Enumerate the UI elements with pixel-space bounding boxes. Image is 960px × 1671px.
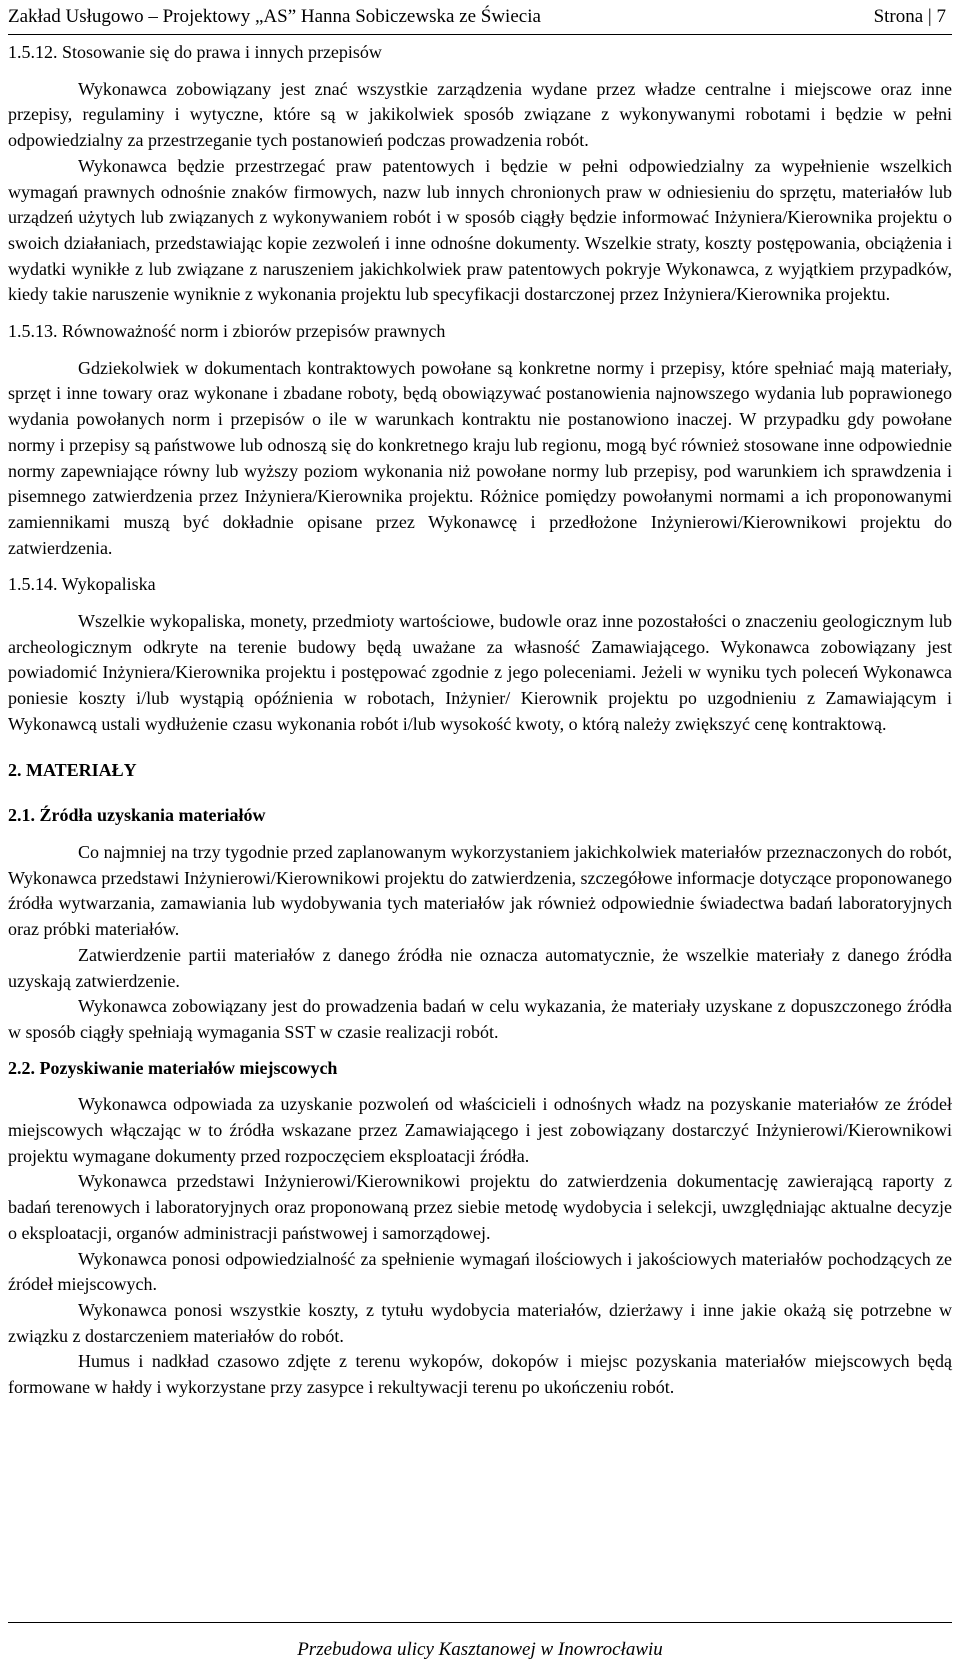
paragraph: Wykonawca zobowiązany jest do prowadzenia badań w celu wykazania, że materiały uzyskane z dopuszczonego źródła w sposób ciągły spełniają wymagania SST w czasie realizacji robót.	[8, 996, 952, 1042]
section-heading-2: 2. MATERIAŁY	[8, 759, 137, 780]
header-company: Zakład Usługowo – Projektowy „AS” Hanna Sobiczewska ze Świecia	[8, 6, 541, 27]
section-heading-2-1: 2.1. Źródła uzyskania materiałów	[8, 805, 266, 826]
header-rule	[8, 34, 952, 35]
page-footer	[8, 1622, 952, 1666]
paragraph: Humus i nadkład czasowo zdjęte z terenu wykopów, dokopów i miejsc pozyskania materiałów miejscowych będą formowane w hałdy i wykorzystane przy zasypce i rekultywacji terenu po ukończeniu robót.	[8, 1351, 952, 1398]
section-heading-1-5-14: 1.5.14. Wykopaliska	[8, 574, 156, 595]
paragraph: Co najmniej na trzy tygodnie przed zaplanowanym wykorzystaniem jakichkolwiek materiałów przeznaczonych do robót, Wykonawca przedstawi Inżynierowi/Kierownikowi projektu do zatwierdzenia, szczegółowe informacje dotyczące proponowanego źródła wytwarzania, zamawiania lub wydobywania tych materiałów jak również odpowiednie świadectwa badań laboratoryjnych oraz próbki materiałów.	[8, 841, 952, 940]
section-heading-1-5-12: 1.5.12. Stosowanie się do prawa i innych przepisów	[8, 42, 382, 62]
section-heading-1-5-13: 1.5.13. Równoważność norm i zbiorów przepisów prawnych	[8, 321, 446, 342]
page-header	[8, 3, 952, 31]
section-heading-2-2: 2.2. Pozyskiwanie materiałów miejscowych	[8, 1057, 338, 1078]
footer-rule	[8, 1622, 952, 1623]
paragraph: Zatwierdzenie partii materiałów z danego źródła nie oznacza automatycznie, że wszelkie materiały z danego źródła uzyskają zatwierdzenie.	[8, 944, 952, 991]
paragraph: Wykonawca będzie przestrzegać praw patentowych i będzie w pełni odpowiedzialny za wypełnienie wszelkich wymagań prawnych odnośnie znaków firmowych, nazw lub innych chronionych praw w odniesieniu do sprzętu, materiałów lub urządzeń użytych lub związanych z wykonywaniem robót i w sposób ciągły będzie informować Inżyniera/Kierownika projektu o swoich działaniach, przedstawiając kopie zezwoleń i inne odnośne dokumenty. Wszelkie straty, koszty postępowania, obciążenia i wydatki wynikłe z lub związane z naruszeniem jakichkolwiek praw patentowych pokryje Wykonawca, z wyjątkiem przypadków, kiedy takie naruszenie wyniknie z wykonania projektu lub specyfikacji dostarczonej przez Inżyniera/Kierownika projektu.	[8, 155, 952, 305]
footer-text: Przebudowa ulicy Kasztanowej w Inowrocławiu	[297, 1639, 663, 1660]
paragraph: Wykonawca ponosi odpowiedzialność za spełnienie wymagań ilościowych i jakościowych materiałów pochodzących ze źródeł miejscowych.	[8, 1248, 952, 1295]
paragraph: Gdziekolwiek w dokumentach kontraktowych powołane są konkretne normy i przepisy, które spełniać mają materiały, sprzęt i inne towary oraz wykonane i zbadane roboty, będą obowiązywać postanowienia najnowszego wydania lub poprawionego wydania powołanych norm i przepisów o ile w warunkach kontraktu nie postanowiono inaczej. W przypadku gdy powołane normy i przepisy są państwowe lub odnoszą się do konkretnego kraju lub regionu, mogą być również stosowane inne odpowiednie normy zapewniające równy lub wyższy poziom wykonania niż powołane normy lub przepisy, pod warunkiem ich sprawdzenia i pisemnego zatwierdzenia przez Inżyniera/Kierownika projektu. Różnice pomiędzy powołanymi normami a ich proponowanymi zamiennikami muszą być dokładnie opisane przez Wykonawcę i przedłożone Inżynierowi/Kierownikowi projektu do zatwierdzenia.	[8, 357, 952, 558]
header-page-number: Strona | 7	[873, 6, 946, 27]
paragraph: Wykonawca zobowiązany jest znać wszystkie zarządzenia wydane przez władze centralne i miejscowe oraz inne przepisy, regulaminy i wytyczne, które są w jakikolwiek sposób związane z wykonywanymi robotami i będzie w pełni odpowiedzialny za przestrzeganie tych postanowień podczas prowadzenia robót.	[8, 78, 952, 151]
paragraph: Wykonawca odpowiada za uzyskanie pozwoleń od właścicieli i odnośnych władz na pozyskanie materiałów ze źródeł miejscowych włączając w to źródła wskazane przez Zamawiającego i jest zobowiązany dostarczyć Inżynierowi/Kierownikowi projektu wymagane dokumenty przed rozpoczęciem eksploatacji źródła.	[8, 1094, 952, 1166]
paragraph: Wykonawca ponosi wszystkie koszty, z tytułu wydobycia materiałów, dzierżawy i inne jakie okażą się potrzebne w związku z dostarczeniem materiałów do robót.	[8, 1299, 952, 1346]
paragraph: Wykonawca przedstawi Inżynierowi/Kierownikowi projektu do zatwierdzenia dokumentację zawierającą raporty z badań terenowych i laboratoryjnych oraz proponowaną przez siebie metodę wydobycia i selekcji, uwzględniając aktualne decyzje o eksploatacji, organów administracji państwowej i samorządowej.	[8, 1171, 952, 1243]
document-body	[8, 40, 952, 1401]
paragraph: Wszelkie wykopaliska, monety, przedmioty wartościowe, budowle oraz inne pozostałości o znaczeniu geologicznym lub archeologicznym odkryte na terenie budowy będą uważane za własność Zamawiającego. Wykonawca zobowiązany jest powiadomić Inżyniera/Kierownika projektu i postępować zgodnie z jego poleceniami. Jeżeli w wyniku tych poleceń Wykonawca poniesie koszty i/lub wystąpią opóźnienia w robotach, Inżynier/ Kierownik projektu po uzgodnieniu z Zamawiającym i Wykonawcą ustali wydłużenie czasu wykonania robót i/lub wysokość kwoty, o którą należy zwiększyć cenę kontraktową.	[8, 611, 952, 734]
